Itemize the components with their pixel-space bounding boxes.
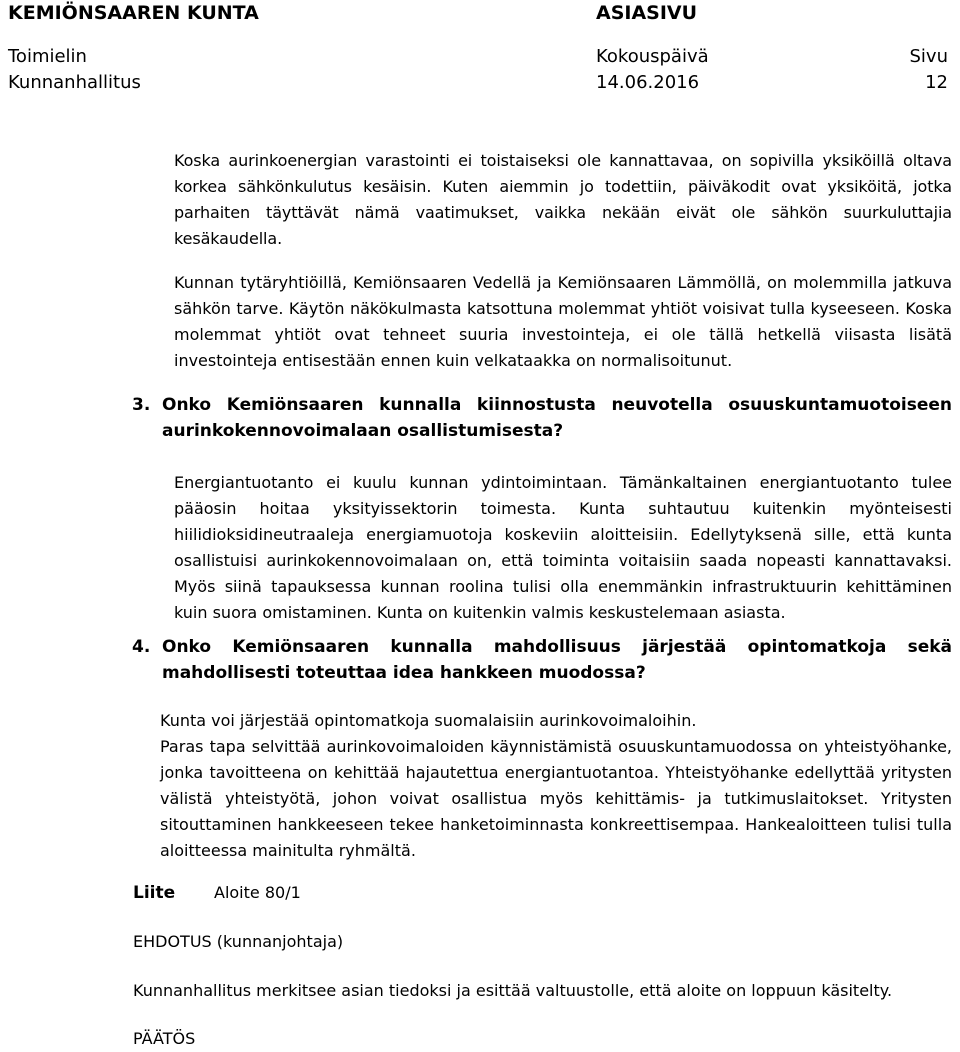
page-number: 12 xyxy=(925,72,948,93)
body-value: Kunnanhallitus xyxy=(8,72,141,93)
date-label: Kokouspäivä xyxy=(596,46,709,67)
attachment-label: Liite xyxy=(133,883,176,903)
date-value: 14.06.2016 xyxy=(596,72,700,93)
question-4-text: Onko Kemiönsaaren kunnalla mahdollisuus järjestää opintomatkoja sekä mahdollisesti toteuttaa idea hankkeen muodossa? xyxy=(162,637,952,683)
org-name: KEMIÖNSAAREN KUNTA xyxy=(8,2,259,24)
answer-4-rest: Paras tapa selvittää aurinkovoimaloiden käynnistämistä osuuskuntamuodossa on yhteistyöhanke, jonka tavoitteena on kehittää hajautettua energiantuotantoa. Yhteistyöhanke edellyttää yritysten välistä yhteistyötä, johon voivat osallistua myös kehittämis- ja tutkimuslaitokset. Yritysten sitouttaminen hankkeeseen tekee hanketoiminnasta konkreettisempaa. Hankealoitteen tulisi tulla aloitteessa mainitulta ryhmältä. xyxy=(160,737,952,860)
question-3-text: Onko Kemiönsaaren kunnalla kiinnostusta neuvotella osuuskuntamuotoiseen aurinkokennovoimalaan osallistumisesta? xyxy=(162,395,952,441)
answer-4-first-line: Kunta voi järjestää opintomatkoja suomalaisiin aurinkovoimaloihin. xyxy=(160,711,697,730)
paragraph-subsidiaries: Kunnan tytäryhtiöillä, Kemiönsaaren Vedellä ja Kemiönsaaren Lämmöllä, on molemmilla jatkuva sähkön tarve. Käytön näkökulmasta katsottuna molemmat yhtiöt voisivat tulla kyseeseen. Koska molemmat yhtiöt ovat tehneet suuria investointeja, ei ole tällä hetkellä viisasta lisätä investointeja entisestään ennen kuin velkataakka on normalisoitunut. xyxy=(174,273,952,370)
question-4-number: 4. xyxy=(132,637,151,657)
question-3-number: 3. xyxy=(132,395,151,415)
attachment-value: Aloite 80/1 xyxy=(214,883,301,902)
doc-type: ASIASIVU xyxy=(596,2,698,24)
page-label: Sivu xyxy=(909,46,948,67)
proposal-text: Kunnanhallitus merkitsee asian tiedoksi ja esittää valtuustolle, että aloite on loppuun käsitelty. xyxy=(133,981,893,1000)
proposal-heading: EHDOTUS (kunnanjohtaja) xyxy=(133,932,344,951)
paragraph-answer-3: Energiantuotanto ei kuulu kunnan ydintoimintaan. Tämänkaltainen energiantuotanto tulee pääosin hoitaa yksityissektorin toimesta. Kunta suhtautuu kuitenkin myönteisesti hiilidioksidineutraaleja energiamuotoja koskeviin aloitteisiin. Edellytyksenä sille, että kunta osallistuisi aurinkokennovoimalaan on, että toiminta voitaisiin saada nopeasti kannattavaksi. Myös siinä tapauksessa kunnan roolina tulisi olla enemmänkin infrastruktuurin kehittäminen kuin suora omistaminen. Kunta on kuitenkin valmis keskustelemaan asiasta. xyxy=(174,473,952,622)
question-3 xyxy=(132,392,952,444)
question-4 xyxy=(132,634,952,686)
paragraph-answer-4 xyxy=(160,708,952,864)
body-label: Toimielin xyxy=(8,46,87,67)
decision-heading: PÄÄTÖS xyxy=(133,1029,196,1048)
paragraph-storage: Koska aurinkoenergian varastointi ei toistaiseksi ole kannattavaa, on sopivilla yksiköillä oltava korkea sähkönkulutus kesäisin. Kuten aiemmin jo todettiin, päiväkodit ovat yksiköitä, jotka parhaiten täyttävät nämä vaatimukset, vaikka nekään eivät ole sähkön suurkuluttajia kesäkaudella. xyxy=(174,151,952,248)
